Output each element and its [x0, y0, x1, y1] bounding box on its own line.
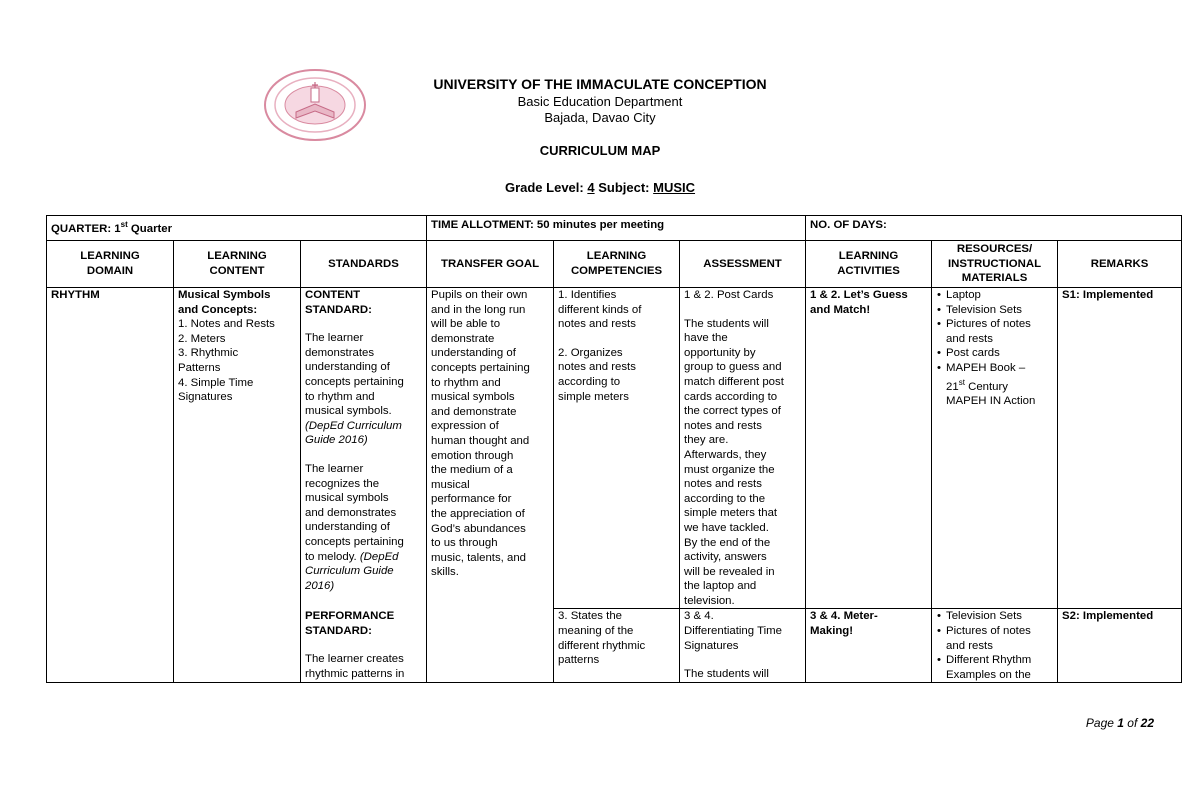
- grade-value: 4: [587, 180, 595, 195]
- curriculum-map-table: [46, 215, 1182, 683]
- transfer-goal-cell: Pupils on their own and in the long run will be able to demonstrate understanding of concepts pertaining to rhythm and musical symbols and demonstrate expression of human thought and emotion through the medium of a musical performance for the appreciation of God’s abundances to us through music, talents, and skills.: [427, 288, 554, 683]
- department-name: Basic Education Department: [517, 94, 683, 109]
- days-cell: NO. OF DAYS:: [806, 216, 1182, 241]
- header-learning-domain: LEARNING DOMAIN: [47, 241, 174, 288]
- header-learning-activities: LEARNING ACTIVITIES: [806, 241, 932, 288]
- header-standards: STANDARDS: [301, 241, 427, 288]
- table-row: [47, 288, 1182, 609]
- header-resources: RESOURCES/ INSTRUCTIONAL MATERIALS: [932, 241, 1058, 288]
- header-learning-content: LEARNING CONTENT: [174, 241, 301, 288]
- list-item: • Television Sets: [946, 609, 1053, 624]
- list-item: • Post cards: [946, 346, 1053, 361]
- header-transfer-goal: TRANSFER GOAL: [427, 241, 554, 288]
- resources-cell: [932, 609, 1058, 683]
- activities-cell: 3 & 4. Meter- Making!: [806, 609, 932, 683]
- grade-subject-line: [300, 180, 900, 195]
- assessment-cell: 1 & 2. Post Cards The students will have the opportunity by group to guess and match different post cards according to the correct types of notes and rests they are. Afterwards, they must organize the notes and rests according to the simple meters that we have tackled. By the end of the activity, answers will be revealed in the laptop and television.: [680, 288, 806, 609]
- list-item: • Pictures of notes and rests: [946, 624, 1053, 653]
- competencies-cell: 1. Identifies different kinds of notes and rests 2. Organizes notes and rests according to simple meters: [554, 288, 680, 609]
- resources-list: [936, 609, 1053, 682]
- content-cell: Musical Symbols and Concepts: 1. Notes and Rests 2. Meters 3. Rhythmic Patterns 4. Simple Time Signatures: [174, 288, 301, 683]
- activities-cell: 1 & 2. Let’s Guess and Match!: [806, 288, 932, 609]
- content-standard-cell: CONTENT STANDARD: The learner demonstrates understanding of concepts pertaining to rhythm and musical symbols. (DepEd Curriculum Guide 2016) The learner recognizes the musical symbols and demonstrates understanding of concepts pertaining to melody. (DepEd Curriculum Guide 2016): [301, 288, 427, 609]
- university-name: UNIVERSITY OF THE IMMACULATE CONCEPTION: [433, 76, 767, 92]
- list-item: • MAPEH Book – 21st Century MAPEH IN Action: [946, 361, 1053, 409]
- header-remarks: REMARKS: [1058, 241, 1182, 288]
- list-item: • Laptop: [946, 288, 1053, 303]
- resources-list: [936, 288, 1053, 409]
- quarter-row: [47, 216, 1182, 241]
- competencies-cell: 3. States the meaning of the different rhythmic patterns: [554, 609, 680, 683]
- city-name: Bajada, Davao City: [544, 110, 656, 125]
- page-number: Page 1 of 22: [1085, 716, 1154, 730]
- assessment-cell: 3 & 4. Differentiating Time Signatures The students will: [680, 609, 806, 683]
- list-item: • Television Sets: [946, 303, 1053, 318]
- quarter-cell: QUARTER: 1st Quarter: [47, 216, 427, 241]
- list-item: • Pictures of notes and rests: [946, 317, 1053, 346]
- performance-standard-cell: PERFORMANCE STANDARD: The learner creates rhythmic patterns in: [301, 609, 427, 683]
- list-item: • Different Rhythm Examples on the: [946, 653, 1053, 682]
- grade-label: Grade Level:: [504, 180, 584, 195]
- time-allotment-cell: TIME ALLOTMENT: 50 minutes per meeting: [427, 216, 806, 241]
- header-assessment: ASSESSMENT: [680, 241, 806, 288]
- resources-cell: [932, 288, 1058, 609]
- column-header-row: [47, 241, 1182, 288]
- document-title: CURRICULUM MAP: [539, 143, 661, 158]
- domain-cell: RHYTHM: [47, 288, 174, 683]
- subject-label: Subject:: [598, 180, 650, 195]
- remarks-cell: S2: Implemented: [1058, 609, 1182, 683]
- remarks-cell: S1: Implemented: [1058, 288, 1182, 609]
- subject-value: MUSIC: [653, 180, 696, 195]
- header-learning-competencies: LEARNING COMPETENCIES: [554, 241, 680, 288]
